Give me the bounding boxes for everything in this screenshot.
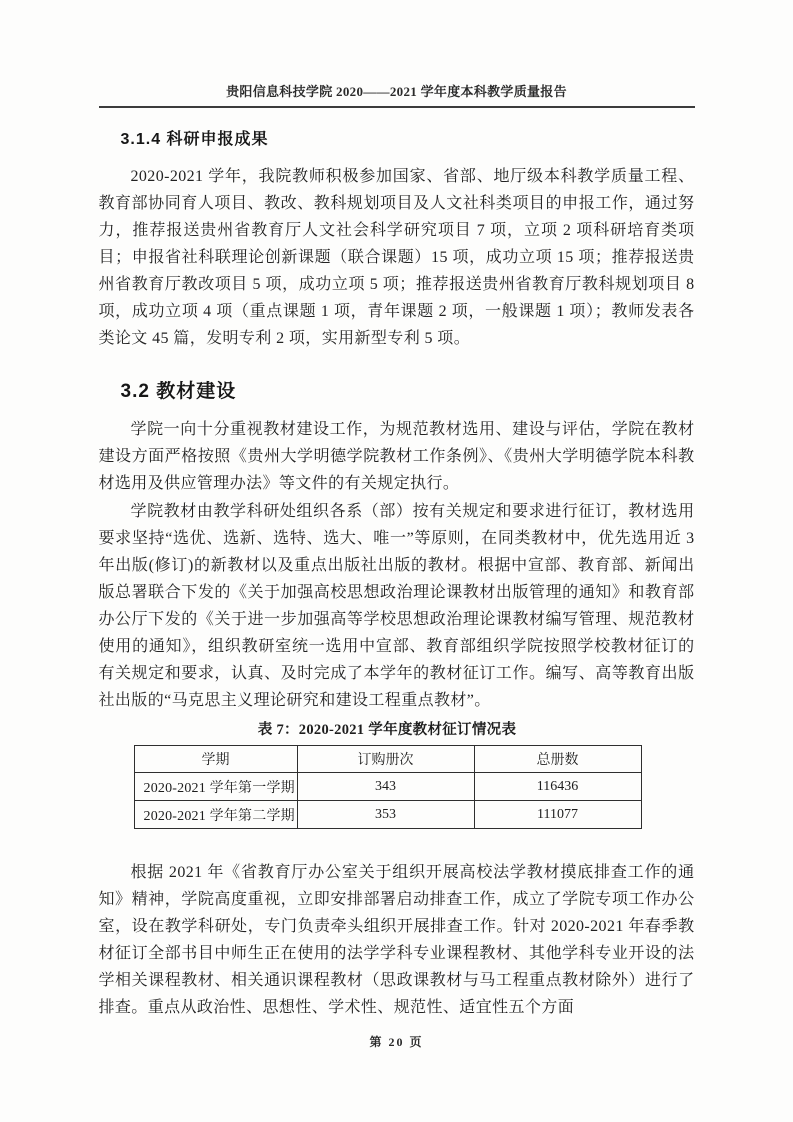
running-header-title: 贵阳信息科技学院 2020——2021 学年度本科教学质量报告 bbox=[99, 84, 695, 108]
table-caption: 表 7：2020-2021 学年度教材征订情况表 bbox=[257, 722, 517, 738]
paragraph-law-textbook-review: 根据 2021 年《省教育厅办公室关于组织开展高校法学教材摸底排查工作的通知》精神，学院高度重视，立即安排部署启动排查工作，成立了学院专项工作办公室，设在教学科研处，专门负责牵头组织开展排查工作。针对 2020-2021 年春季教材征订全部书目中师生正在使用的法学学科专业课程教材、其他学科专业开设的法学相关课程教材、相关通识课程教材（思政课教材与马工程重点教材除外）进行了排查。重点从政治性、思想性、学术性、规范性、适宜性五个方面 bbox=[98, 864, 695, 1016]
cell-total-volumes-1: 116436 bbox=[474, 773, 641, 801]
column-header-semester: 学期 bbox=[134, 746, 297, 773]
cell-order-count-1: 343 bbox=[297, 773, 474, 801]
section-heading-3-2: 3.2 教材建设 bbox=[120, 381, 237, 402]
column-header-total-volumes: 总册数 bbox=[474, 746, 641, 773]
cell-order-count-2: 353 bbox=[297, 801, 474, 829]
table-row bbox=[134, 801, 641, 829]
cell-semester-1: 2020-2021 学年第一学期 bbox=[134, 773, 297, 801]
paragraph-textbook-ordering: 学院教材由教学科研处组织各系（部）按有关规定和要求进行征订，教材选用要求坚持“选优、选新、选特、选大、唯一”等原则，在同类教材中，优先选用近 3 年出版(修订)的新教材以及重点出版社出版的教材。根据中宣部、教育部、新闻出版总署联合下发的《关于加强高校思想政治理论课教材出版管理的通知》和教育部办公厅下发的《关于进一步加强高等学校思想政治理论课教材编写管理、规范教材使用的通知》，组织教研室统一选用中宣部、教育部组织学院按照学校教材征订的有关规定和要求，认真、及时完成了本学年的教材征订工作。编写、高等教育出版社出版的“马克思主义理论研究和建设工程重点教材”。 bbox=[98, 503, 695, 709]
table-header-row bbox=[134, 746, 641, 773]
textbook-order-table bbox=[134, 745, 642, 829]
page-content bbox=[99, 0, 695, 1021]
table-row bbox=[134, 773, 641, 801]
section-heading-3-1-4: 3.1.4 科研申报成果 bbox=[120, 131, 269, 148]
paragraph-textbook-policy: 学院一向十分重视教材建设工作，为规范教材选用、建设与评估，学院在教材建设方面严格按照《贵州大学明德学院教材工作条例》、《贵州大学明德学院本科教材选用及供应管理办法》等文件的有关规定执行。 bbox=[98, 421, 695, 492]
page-number: 第 20 页 bbox=[369, 1035, 424, 1049]
column-header-order-count: 订购册次 bbox=[297, 746, 474, 773]
cell-semester-2: 2020-2021 学年第二学期 bbox=[134, 801, 297, 829]
paragraph-research-applications: 2020-2021 学年，我院教师积极参加国家、省部、地厅级本科教学质量工程、教育部协同育人项目、教改、教科规划项目及人文社科类项目的申报工作，通过努力，推荐报送贵州省教育厅人文社会科学研究项目 7 项，立项 2 项科研培育类项目；申报省社科联理论创新课题（联合课题）15 项，成功立项 15 项；推荐报送贵州省教育厅教改项目 5 项，成功立项 5 项；推荐报送贵州省教育厅教科规划项目 8 项，成功立项 4 项（重点课题 1 项，青年课题 2 项，一般课题 1 项）；教师发表各类论文 45 篇，发明专利 2 项，实用新型专利 5 项。 bbox=[98, 168, 695, 347]
cell-total-volumes-2: 111077 bbox=[474, 801, 641, 829]
